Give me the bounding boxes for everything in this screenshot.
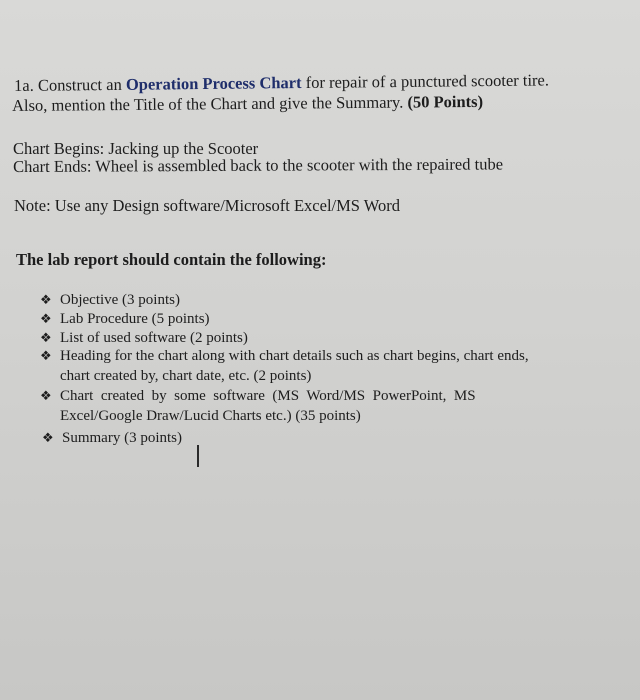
bullet-text: Excel/Google Draw/Lucid Charts etc.) (35 points)	[60, 408, 361, 424]
report-heading: The lab report should contain the following:	[16, 250, 327, 269]
question-suffix: for repair of a punctured scooter tire.	[301, 70, 550, 92]
question-line2-text: Also, mention the Title of the Chart and give the Summary.	[12, 92, 408, 115]
bullet-item-lab-procedure	[40, 309, 210, 330]
bullet-item-summary	[42, 428, 182, 449]
four-diamond-bullet-icon: ❖	[40, 331, 52, 346]
bullet-text: Summary (3 points)	[62, 430, 182, 446]
question-line-2	[12, 92, 483, 116]
bullet-text: Lab Procedure (5 points)	[60, 311, 210, 327]
four-diamond-bullet-icon: ❖	[40, 293, 52, 308]
bullet-text: chart created by, chart date, etc. (2 points)	[60, 368, 312, 384]
question-prefix: 1a. Construct an	[14, 74, 127, 95]
chart-begins: Chart Begins: Jacking up the Scooter	[13, 139, 259, 158]
four-diamond-bullet-icon: ❖	[40, 389, 52, 404]
bullet-item-objective	[40, 290, 180, 311]
bullet-text: List of used software (2 points)	[60, 330, 248, 346]
bullet-text: Objective (3 points)	[60, 292, 180, 308]
bullet-item-chart-heading-cont	[60, 366, 311, 386]
chart-ends: Chart Ends: Wheel is assembled back to the scooter with the repaired tube	[13, 154, 504, 176]
bullet-text: Chart created by some software (MS Word/MS PowerPoint, MS	[60, 388, 476, 404]
bullet-item-chart-created	[40, 386, 476, 407]
text-cursor	[197, 445, 199, 467]
bullet-text: Heading for the chart along with chart details such as chart begins, chart ends,	[60, 348, 529, 364]
four-diamond-bullet-icon: ❖	[40, 349, 52, 364]
four-diamond-bullet-icon: ❖	[40, 312, 52, 327]
note: Note: Use any Design software/Microsoft Excel/MS Word	[14, 196, 401, 215]
bullet-item-chart-heading	[40, 346, 529, 367]
question-highlight: Operation Process Chart	[125, 72, 302, 94]
question-points: (50 Points)	[407, 91, 484, 112]
four-diamond-bullet-icon: ❖	[42, 431, 54, 446]
bullet-item-chart-created-cont	[60, 406, 361, 426]
